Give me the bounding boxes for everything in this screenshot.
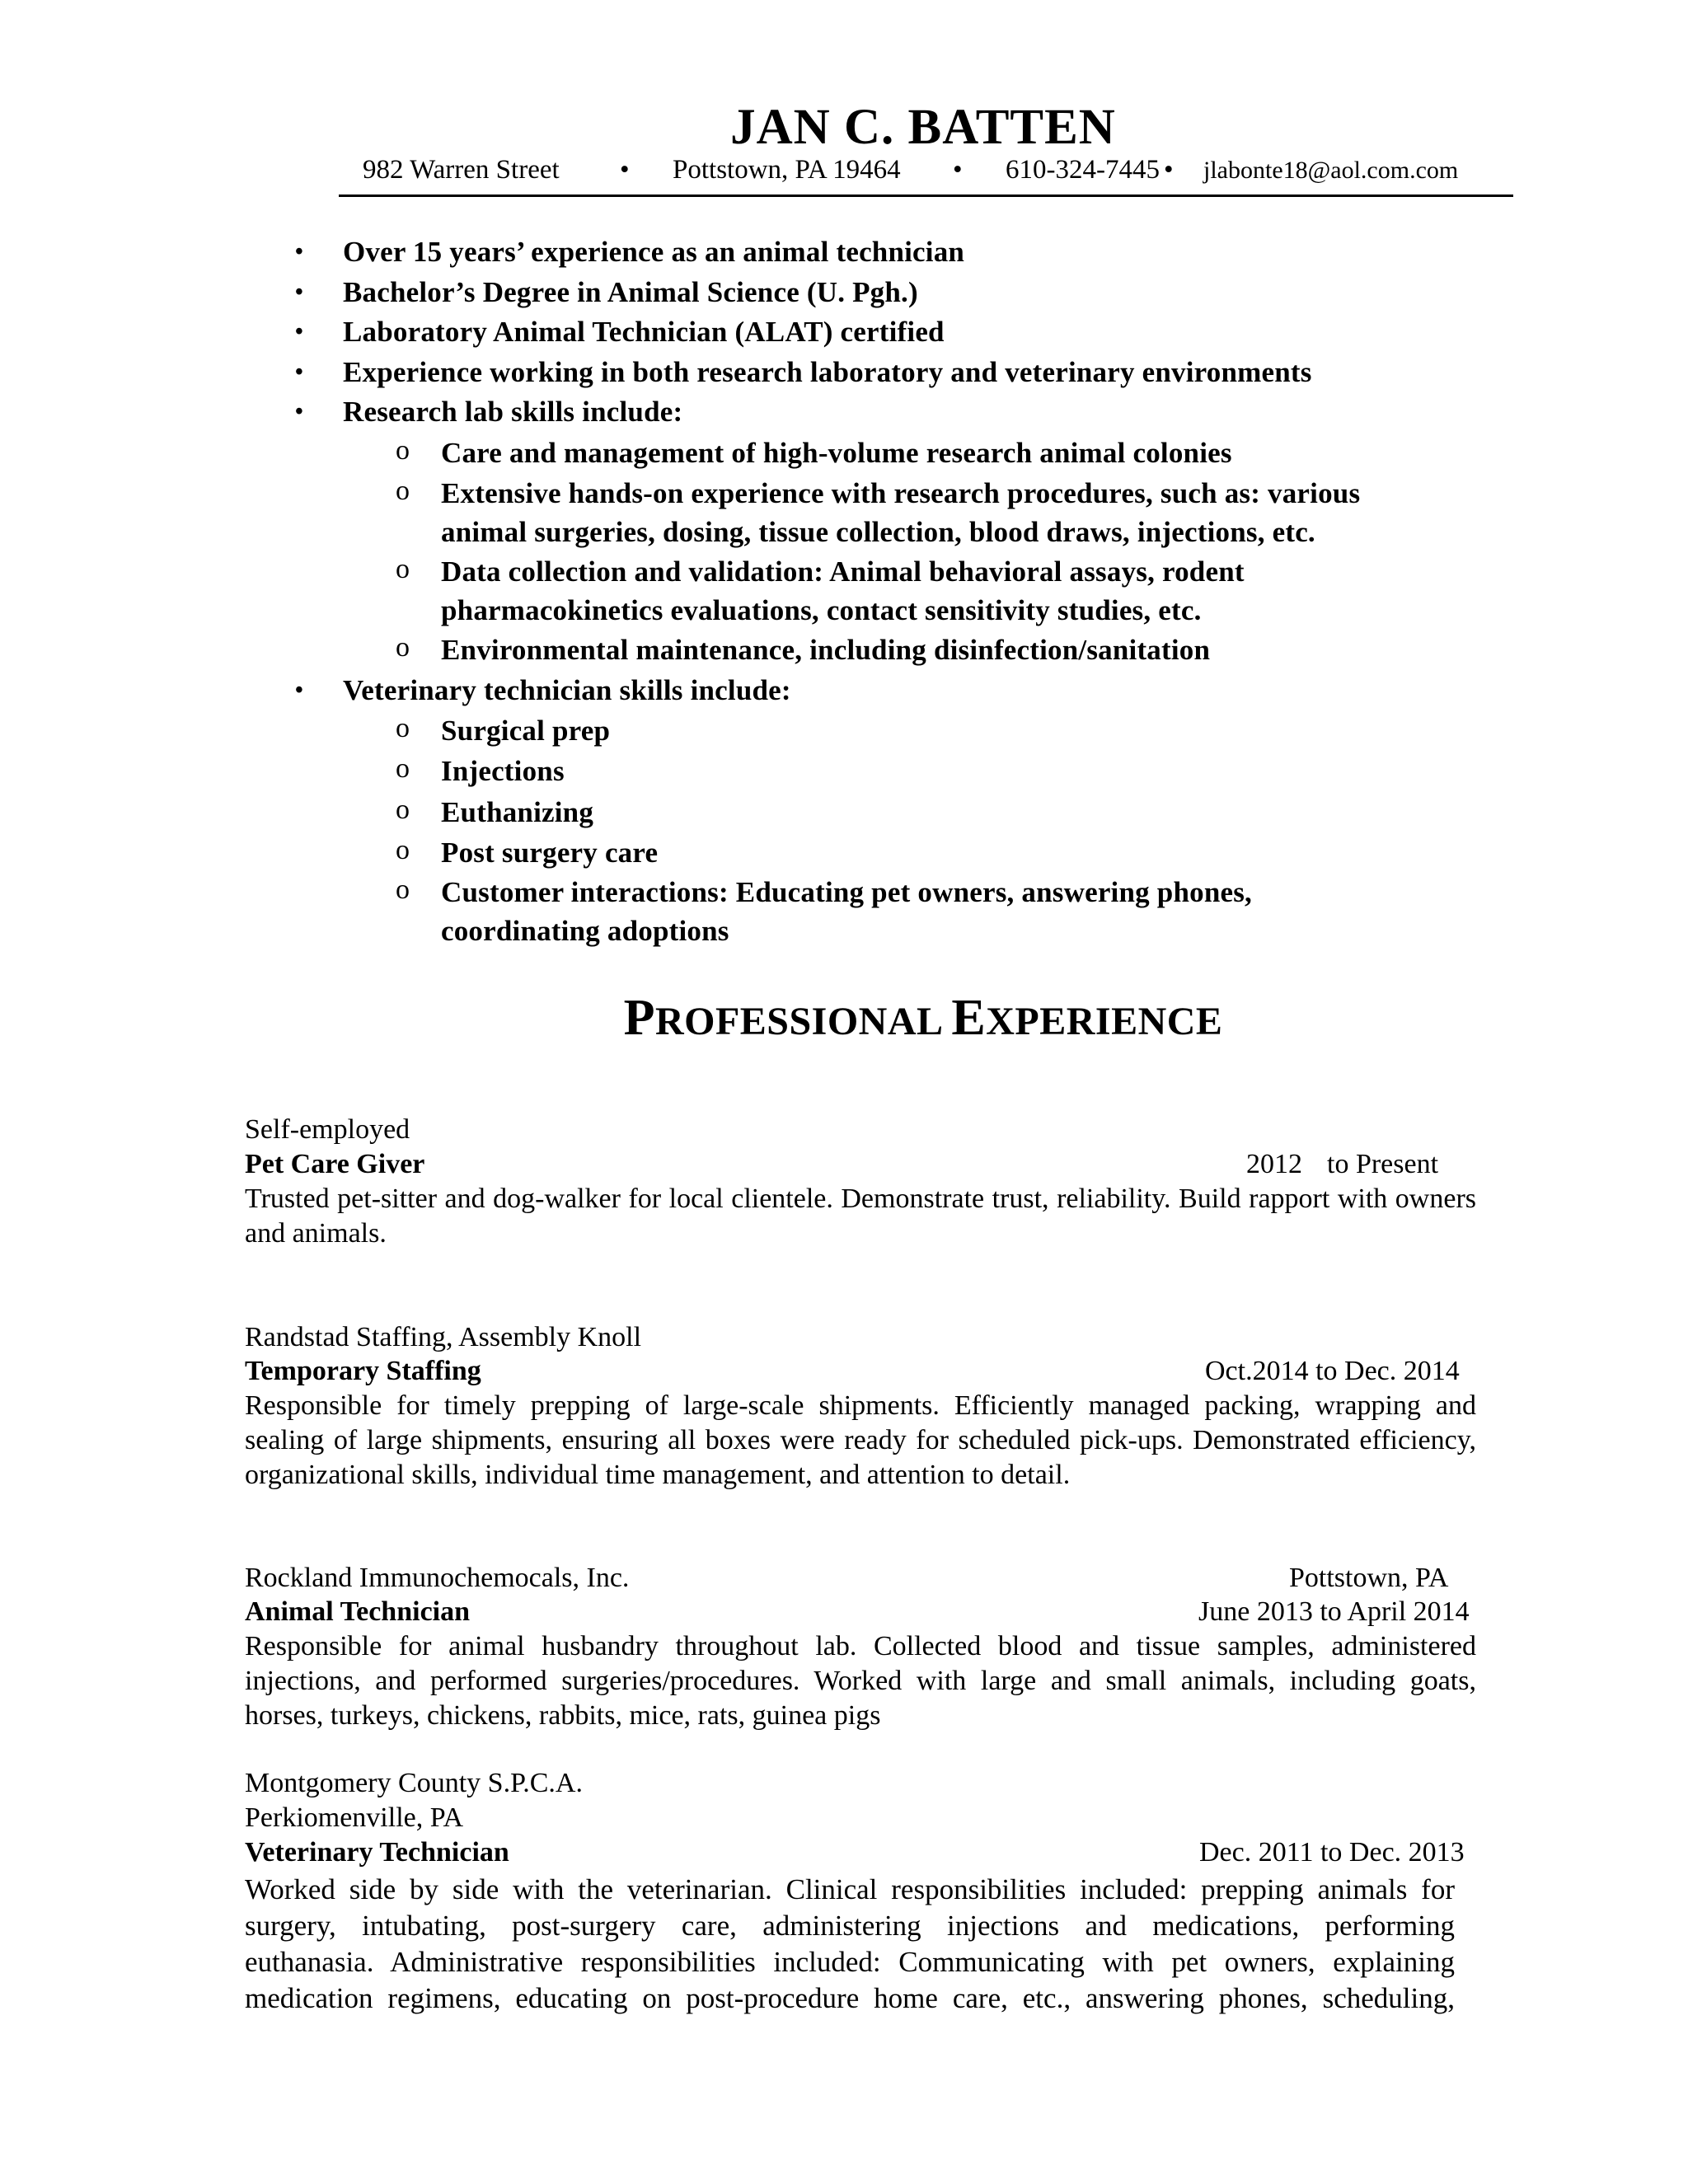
job-role: Veterinary Technician [245,1837,509,1868]
description-line: Trusted pet-sitter and dog-walker for local clientele. Demonstrate trust, reliability. Build rapport with owners [245,1183,1476,1214]
job-role: Temporary Staffing [245,1356,481,1386]
vet-skill-text: Customer interactions: Educating pet owners, answering phones, [441,876,1252,908]
phone-number: 610-324-7445 [1006,155,1160,185]
address-city: Pottstown, PA 19464 [673,155,901,185]
job-dates: June 2013 to April 2014 [1198,1596,1470,1627]
description-line: medication regimens, educating on post-procedure home care, etc., answering phones, scheduling, [245,1982,1455,2014]
description-line: horses, turkeys, chickens, rabbits, mice, rats, guinea pigs [245,1700,881,1731]
vet-skill-item [396,713,611,748]
research-skill-text: Care and management of high-volume research animal colonies [441,437,1232,469]
bullet-text: Research lab skills include: [343,396,683,428]
separator-dot: • [620,155,630,185]
description-line: injections, and performed surgeries/procedures. Worked with large and small animals, including goats, [245,1666,1476,1696]
job-employer: Montgomery County S.P.C.A. [245,1768,583,1798]
bullet-marker: • [295,319,304,344]
bullet-marker: • [295,279,304,305]
job-description [245,1872,1455,2017]
address-street: 982 Warren Street [363,155,560,185]
sub-bullet-marker: o [396,435,410,466]
title-smallcaps: ROFESSIONAL [654,1000,952,1043]
job-employer: Randstad Staffing, Assembly Knoll [245,1322,642,1352]
vet-skill-text: Euthanizing [441,796,594,828]
sub-bullet-marker: o [396,476,410,506]
bullet-marker: • [295,399,304,424]
vet-skill-item [396,874,1252,909]
title-initial: E [951,990,987,1046]
job-description [245,1389,1476,1493]
job-date-start: 2012 [1246,1149,1302,1179]
bullet-text: Laboratory Animal Technician (ALAT) certified [343,316,945,348]
job-dates: Oct.2014 to Dec. 2014 [1205,1356,1460,1386]
summary-bullet [295,276,918,309]
research-skill-text: Environmental maintenance, including disinfection/sanitation [441,634,1211,666]
job-role: Pet Care Giver [245,1149,425,1179]
sub-bullet-marker: o [396,753,410,784]
research-skill-text: Data collection and validation: Animal behavioral assays, rodent [441,555,1245,588]
sub-bullet-marker: o [396,835,410,865]
description-line: surgery, intubating, post-surgery care, administering injections and medications, performing [245,1910,1455,1942]
description-line: organizational skills, individual time management, and attention to detail. [245,1460,1071,1490]
description-line: euthanasia. Administrative responsibilities included: Communicating with pet owners, explaining [245,1946,1455,1978]
description-line: Responsible for animal husbandry throughout lab. Collected blood and tissue samples, administered [245,1631,1476,1661]
sub-bullet-marker: o [396,794,410,825]
job-description [245,1182,1476,1251]
job-employer: Rockland Immunochemocals, Inc. [245,1563,630,1593]
separator-dot: • [1164,155,1174,185]
sub-bullet-marker: o [396,632,410,663]
research-skill-text: Extensive hands-on experience with research procedures, such as: various [441,477,1361,509]
header-divider [339,194,1513,197]
research-skill-item [396,554,1245,588]
job-employer: Self-employed [245,1114,410,1145]
sub-bullet-marker: o [396,874,410,905]
title-smallcaps: XPERIENCE [986,1000,1223,1043]
bullet-text: Over 15 years’ experience as an animal technician [343,236,965,268]
job-role: Animal Technician [245,1596,471,1627]
title-initial: P [623,990,655,1046]
summary-bullet [295,236,965,269]
vet-skill-continuation: coordinating adoptions [441,915,729,947]
job-location: Pottstown, PA [1289,1563,1449,1593]
bullet-text: Experience working in both research laboratory and veterinary environments [343,356,1312,388]
description-line: sealing of large shipments, ensuring all boxes were ready for scheduled pick-ups. Demonstrated efficiency, [245,1425,1476,1455]
sub-bullet-marker: o [396,713,410,743]
job-dates: Dec. 2011 to Dec. 2013 [1199,1837,1465,1868]
vet-skill-item [396,753,565,788]
vet-skill-item [396,794,594,829]
research-skill-continuation: pharmacokinetics evaluations, contact sensitivity studies, etc. [441,594,1202,626]
research-skill-item [396,476,1361,510]
resume-name: JAN C. BATTEN [730,100,1116,155]
summary-bullet [295,316,945,349]
vet-skill-text: Injections [441,755,565,787]
bullet-text: Bachelor’s Degree in Animal Science (U. Pgh.) [343,276,918,308]
section-title-professional-experience [0,989,1688,1047]
summary-bullet [295,356,1312,389]
description-line: and animals. [245,1218,387,1249]
research-skill-item [396,632,1211,667]
bullet-marker: • [295,239,304,265]
bullet-marker: • [295,359,304,385]
bullet-marker: • [295,677,304,703]
job-location: Perkiomenville, PA [245,1802,464,1833]
sub-bullet-marker: o [396,554,410,584]
job-description [245,1629,1476,1733]
bullet-text: Veterinary technician skills include: [343,674,791,706]
summary-bullet [295,396,683,429]
description-line: Worked side by side with the veterinarian. Clinical responsibilities included: prepping animals for [245,1873,1455,1905]
research-skill-item [396,435,1232,470]
separator-dot: • [953,155,963,185]
vet-skill-text: Post surgery care [441,837,659,869]
email-address[interactable]: jlabonte18@aol.com.com [1203,157,1459,184]
job-date-end: to Present [1327,1149,1439,1179]
vet-skill-item [396,835,659,869]
vet-skill-text: Surgical prep [441,715,611,747]
research-skill-continuation: animal surgeries, dosing, tissue collection, blood draws, injections, etc. [441,516,1315,548]
summary-bullet [295,674,791,707]
description-line: Responsible for timely prepping of large-scale shipments. Efficiently managed packing, wrapping and [245,1390,1476,1421]
